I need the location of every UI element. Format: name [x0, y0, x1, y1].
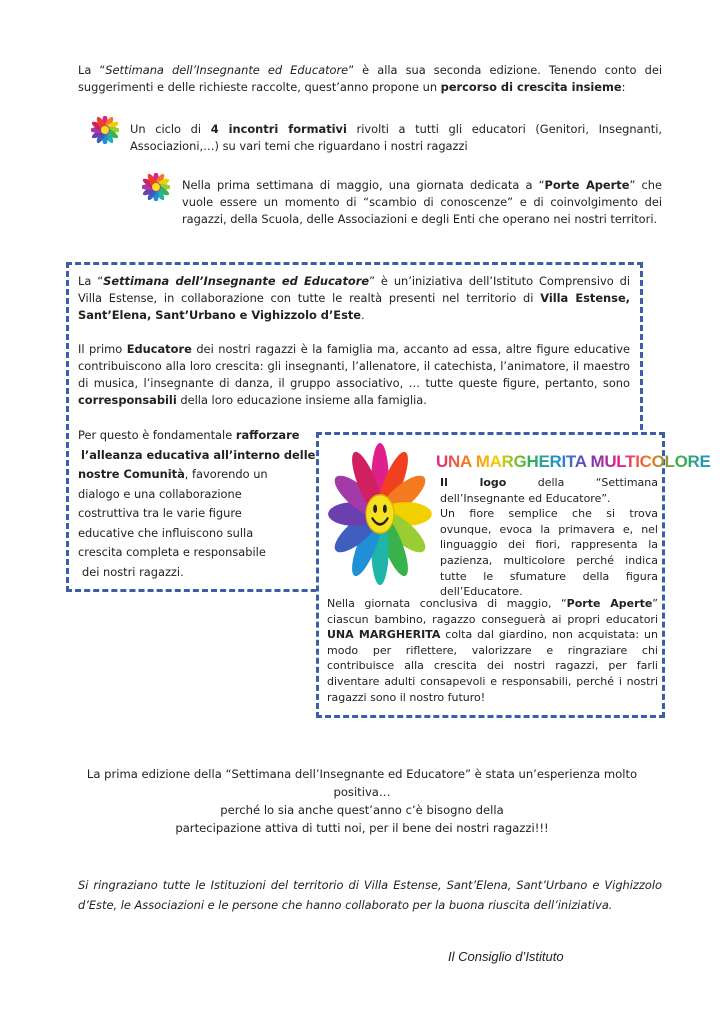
alliance-line: dei nostri ragazzi.: [82, 564, 184, 579]
closing-line: perché lo sia anche quest’anno c’è bisogno della: [220, 803, 504, 817]
alliance-line: Per questo è fondamentale rafforzare: [78, 428, 300, 442]
logo-paragraph: Il logo della “Settimana dell’Insegnante ed Educatore”. Un fiore semplice che si trova ovunque, evoca la primavera e, nel linguaggio dei fiori, rappresenta la pazienza, multicolore perché indica tutte le sfumature della figura dell’Educatore.: [440, 476, 658, 599]
closing-line: La prima edizione della “Settimana dell’Insegnante ed Educatore” è stata un’esperienza molto positiva…: [86, 767, 638, 799]
closing-day-paragraph: Nella giornata conclusiva di maggio, “Porte Aperte” ciascun bambino, ragazzo conseguerà ai propri educatori UNA MARGHERITA colta dal giardino, non acquistata: un modo per riflettere, valorizzare e ringraziare chi contribuisce alla crescita dei nostri ragazzi, per farli diventare adulti consapevoli e responsabili, perché i nostri ragazzi sono il nostro futuro!: [327, 597, 659, 704]
flower-petals: [142, 173, 170, 201]
alliance-paragraph: [78, 426, 318, 582]
bullet-incontri-formativi: Un ciclo di 4 incontri formativi rivolti a tutti gli educatori (Genitori, Insegnanti, Associazioni,…) su vari temi che riguardano i nostri ragazzi: [130, 122, 662, 153]
alliance-line: nostre Comunità, favorendo un: [78, 467, 268, 481]
bullet-porte-aperte: Nella prima settimana di maggio, una giornata dedicata a “Porte Aperte” che vuole essere un momento di “scambio di conoscenze” e di coinvolgimento dei ragazzi, della Scuola, delle Associazioni e degli Enti che operano nei nostri territori.: [182, 178, 662, 226]
smiley-face: [366, 495, 394, 533]
alliance-line: costruttiva tra le varie figure: [78, 506, 242, 520]
alliance-line: crescita completa e responsabile: [78, 545, 266, 559]
alliance-line: l’alleanza educativa all’interno delle: [81, 447, 316, 462]
flower-petals: [91, 116, 119, 144]
signature: Il Consiglio d’Istituto: [448, 949, 564, 964]
margherita-title: UNA MARGHERITA MULTICOLORE: [436, 452, 711, 471]
intro-paragraph: La “Settimana dell’Insegnante ed Educatore” è alla sua seconda edizione. Tenendo conto dei suggerimenti e delle richieste raccolte, quest’anno propone un percorso di crescita insieme:: [78, 63, 662, 94]
initiative-paragraph: La “Settimana dell’Insegnante ed Educatore” è un’iniziativa dell’Istituto Comprensivo di Villa Estense, in collaborazione con tutte le realtà presenti nel territorio di Villa Estense, Sant’Elena, Sant’Urbano e Vighizzolo d’Este.: [78, 274, 631, 322]
flower-icon: [142, 173, 170, 201]
closing-line: partecipazione attiva di tutti noi, per il bene dei nostri ragazzi!!!: [175, 821, 549, 835]
flower-icon: [91, 116, 119, 144]
smiley-flower-icon: [326, 440, 434, 588]
thanks-paragraph: Si ringraziano tutte le Istituzioni del territorio di Villa Estense, Sant’Elena, Sant’Urbano e Vighizzolo d’Este, le Associazioni e le persone che hanno collaborato per la buona riuscita dell’iniziativa.: [78, 878, 662, 912]
alliance-line: educative che influiscono sulla: [78, 525, 254, 540]
closing-statement: [60, 765, 664, 837]
educator-paragraph: Il primo Educatore dei nostri ragazzi è la famiglia ma, accanto ad essa, altre figure educative contribuiscono alla loro crescita: gli insegnanti, l’allenatore, il catechista, l’animatore, il maestro di musica, l’insegnante di danza, il gruppo associativo, … tutte queste figure, pertanto, sono corresponsabili della loro educazione insieme alla famiglia.: [78, 342, 630, 407]
alliance-line: dialogo e una collaborazione: [78, 486, 242, 501]
